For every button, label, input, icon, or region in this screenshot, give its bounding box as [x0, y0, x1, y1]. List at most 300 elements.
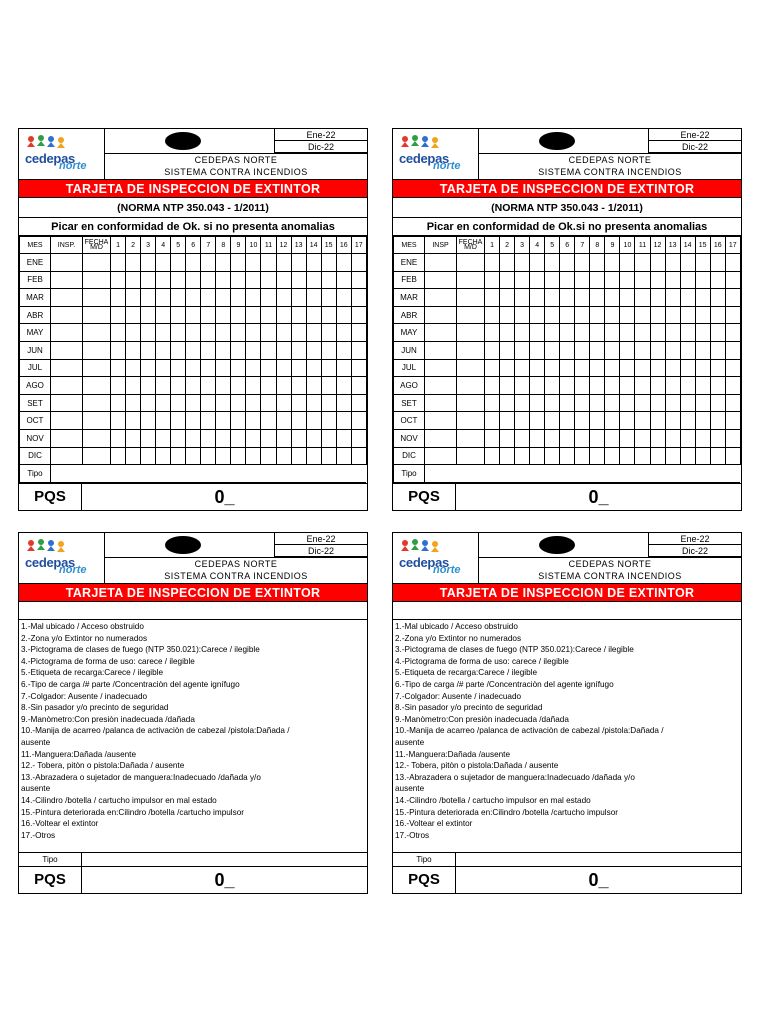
check-cell[interactable] [336, 306, 351, 324]
check-cell[interactable] [530, 254, 545, 272]
check-cell[interactable] [545, 359, 560, 377]
check-cell[interactable] [485, 412, 500, 430]
check-cell[interactable] [126, 289, 141, 307]
insp-cell[interactable] [425, 341, 457, 359]
check-cell[interactable] [695, 377, 710, 395]
check-cell[interactable] [590, 447, 605, 465]
check-cell[interactable] [216, 394, 231, 412]
check-cell[interactable] [351, 289, 366, 307]
check-cell[interactable] [351, 412, 366, 430]
insp-cell[interactable] [425, 289, 457, 307]
check-cell[interactable] [620, 447, 635, 465]
check-cell[interactable] [650, 254, 665, 272]
check-cell[interactable] [246, 412, 261, 430]
check-cell[interactable] [545, 324, 560, 342]
check-cell[interactable] [575, 359, 590, 377]
check-cell[interactable] [710, 254, 725, 272]
check-cell[interactable] [261, 394, 276, 412]
check-cell[interactable] [650, 429, 665, 447]
check-cell[interactable] [186, 271, 201, 289]
check-cell[interactable] [126, 254, 141, 272]
check-cell[interactable] [665, 306, 680, 324]
check-cell[interactable] [126, 377, 141, 395]
check-cell[interactable] [186, 254, 201, 272]
check-cell[interactable] [291, 394, 306, 412]
check-cell[interactable] [560, 429, 575, 447]
check-cell[interactable] [695, 271, 710, 289]
check-cell[interactable] [171, 324, 186, 342]
check-cell[interactable] [321, 377, 336, 395]
check-cell[interactable] [500, 377, 515, 395]
check-cell[interactable] [246, 394, 261, 412]
check-cell[interactable] [575, 447, 590, 465]
check-cell[interactable] [141, 412, 156, 430]
check-cell[interactable] [635, 271, 650, 289]
check-cell[interactable] [141, 271, 156, 289]
check-cell[interactable] [500, 429, 515, 447]
check-cell[interactable] [560, 289, 575, 307]
check-cell[interactable] [201, 254, 216, 272]
check-cell[interactable] [635, 341, 650, 359]
pqs-value[interactable]: 0_ [588, 870, 609, 890]
check-cell[interactable] [500, 447, 515, 465]
check-cell[interactable] [560, 359, 575, 377]
check-cell[interactable] [231, 271, 246, 289]
fecha-cell[interactable] [457, 377, 485, 395]
check-cell[interactable] [695, 289, 710, 307]
check-cell[interactable] [156, 447, 171, 465]
fecha-cell[interactable] [83, 271, 111, 289]
fecha-cell[interactable] [457, 271, 485, 289]
insp-cell[interactable] [51, 412, 83, 430]
check-cell[interactable] [515, 254, 530, 272]
check-cell[interactable] [126, 394, 141, 412]
check-cell[interactable] [725, 412, 740, 430]
check-cell[interactable] [635, 447, 650, 465]
check-cell[interactable] [485, 377, 500, 395]
check-cell[interactable] [710, 429, 725, 447]
check-cell[interactable] [351, 341, 366, 359]
check-cell[interactable] [291, 271, 306, 289]
check-cell[interactable] [306, 324, 321, 342]
check-cell[interactable] [560, 341, 575, 359]
check-cell[interactable] [171, 289, 186, 307]
check-cell[interactable] [665, 412, 680, 430]
check-cell[interactable] [336, 341, 351, 359]
check-cell[interactable] [276, 254, 291, 272]
check-cell[interactable] [201, 447, 216, 465]
check-cell[interactable] [695, 412, 710, 430]
check-cell[interactable] [111, 359, 126, 377]
check-cell[interactable] [575, 429, 590, 447]
check-cell[interactable] [515, 447, 530, 465]
check-cell[interactable] [500, 341, 515, 359]
check-cell[interactable] [306, 447, 321, 465]
check-cell[interactable] [545, 412, 560, 430]
check-cell[interactable] [291, 429, 306, 447]
check-cell[interactable] [261, 254, 276, 272]
insp-cell[interactable] [51, 289, 83, 307]
check-cell[interactable] [321, 341, 336, 359]
check-cell[interactable] [665, 271, 680, 289]
check-cell[interactable] [216, 306, 231, 324]
check-cell[interactable] [171, 341, 186, 359]
check-cell[interactable] [590, 306, 605, 324]
check-cell[interactable] [635, 429, 650, 447]
check-cell[interactable] [530, 394, 545, 412]
check-cell[interactable] [246, 341, 261, 359]
check-cell[interactable] [231, 289, 246, 307]
check-cell[interactable] [530, 359, 545, 377]
check-cell[interactable] [530, 429, 545, 447]
check-cell[interactable] [291, 324, 306, 342]
check-cell[interactable] [605, 412, 620, 430]
check-cell[interactable] [201, 412, 216, 430]
insp-cell[interactable] [425, 429, 457, 447]
check-cell[interactable] [171, 429, 186, 447]
check-cell[interactable] [575, 306, 590, 324]
check-cell[interactable] [246, 377, 261, 395]
check-cell[interactable] [111, 341, 126, 359]
check-cell[interactable] [605, 341, 620, 359]
check-cell[interactable] [336, 429, 351, 447]
check-cell[interactable] [156, 377, 171, 395]
fecha-cell[interactable] [83, 324, 111, 342]
check-cell[interactable] [530, 412, 545, 430]
check-cell[interactable] [590, 359, 605, 377]
check-cell[interactable] [485, 289, 500, 307]
check-cell[interactable] [336, 271, 351, 289]
fecha-cell[interactable] [83, 412, 111, 430]
check-cell[interactable] [485, 429, 500, 447]
check-cell[interactable] [680, 289, 695, 307]
check-cell[interactable] [156, 254, 171, 272]
insp-cell[interactable] [51, 306, 83, 324]
check-cell[interactable] [485, 447, 500, 465]
check-cell[interactable] [261, 271, 276, 289]
check-cell[interactable] [485, 254, 500, 272]
check-cell[interactable] [545, 394, 560, 412]
check-cell[interactable] [680, 394, 695, 412]
check-cell[interactable] [680, 324, 695, 342]
check-cell[interactable] [665, 289, 680, 307]
check-cell[interactable] [231, 447, 246, 465]
check-cell[interactable] [141, 254, 156, 272]
insp-cell[interactable] [425, 306, 457, 324]
check-cell[interactable] [515, 377, 530, 395]
check-cell[interactable] [186, 341, 201, 359]
check-cell[interactable] [306, 377, 321, 395]
check-cell[interactable] [201, 394, 216, 412]
check-cell[interactable] [276, 271, 291, 289]
check-cell[interactable] [231, 377, 246, 395]
fecha-cell[interactable] [457, 306, 485, 324]
fecha-cell[interactable] [457, 429, 485, 447]
check-cell[interactable] [680, 412, 695, 430]
check-cell[interactable] [695, 429, 710, 447]
check-cell[interactable] [201, 359, 216, 377]
check-cell[interactable] [336, 254, 351, 272]
check-cell[interactable] [216, 377, 231, 395]
fecha-cell[interactable] [83, 429, 111, 447]
check-cell[interactable] [515, 306, 530, 324]
check-cell[interactable] [141, 394, 156, 412]
check-cell[interactable] [141, 359, 156, 377]
check-cell[interactable] [171, 254, 186, 272]
check-cell[interactable] [665, 447, 680, 465]
insp-cell[interactable] [51, 377, 83, 395]
check-cell[interactable] [321, 429, 336, 447]
check-cell[interactable] [560, 271, 575, 289]
check-cell[interactable] [216, 412, 231, 430]
check-cell[interactable] [665, 429, 680, 447]
check-cell[interactable] [126, 306, 141, 324]
check-cell[interactable] [545, 341, 560, 359]
check-cell[interactable] [545, 447, 560, 465]
check-cell[interactable] [650, 271, 665, 289]
check-cell[interactable] [710, 394, 725, 412]
check-cell[interactable] [336, 289, 351, 307]
check-cell[interactable] [261, 447, 276, 465]
check-cell[interactable] [650, 289, 665, 307]
check-cell[interactable] [575, 254, 590, 272]
check-cell[interactable] [126, 429, 141, 447]
check-cell[interactable] [231, 341, 246, 359]
check-cell[interactable] [710, 359, 725, 377]
check-cell[interactable] [695, 254, 710, 272]
check-cell[interactable] [605, 447, 620, 465]
fecha-cell[interactable] [457, 324, 485, 342]
check-cell[interactable] [530, 341, 545, 359]
check-cell[interactable] [171, 306, 186, 324]
check-cell[interactable] [515, 341, 530, 359]
check-cell[interactable] [186, 412, 201, 430]
check-cell[interactable] [605, 429, 620, 447]
check-cell[interactable] [500, 289, 515, 307]
check-cell[interactable] [321, 394, 336, 412]
check-cell[interactable] [725, 394, 740, 412]
check-cell[interactable] [620, 324, 635, 342]
check-cell[interactable] [111, 394, 126, 412]
check-cell[interactable] [485, 306, 500, 324]
check-cell[interactable] [575, 394, 590, 412]
check-cell[interactable] [725, 289, 740, 307]
check-cell[interactable] [680, 359, 695, 377]
check-cell[interactable] [605, 306, 620, 324]
check-cell[interactable] [156, 289, 171, 307]
check-cell[interactable] [500, 359, 515, 377]
check-cell[interactable] [216, 324, 231, 342]
check-cell[interactable] [306, 289, 321, 307]
check-cell[interactable] [635, 377, 650, 395]
fecha-cell[interactable] [457, 289, 485, 307]
check-cell[interactable] [306, 306, 321, 324]
check-cell[interactable] [650, 412, 665, 430]
fecha-cell[interactable] [83, 377, 111, 395]
insp-cell[interactable] [51, 447, 83, 465]
check-cell[interactable] [351, 394, 366, 412]
check-cell[interactable] [485, 394, 500, 412]
pqs-value[interactable]: 0_ [214, 487, 235, 507]
check-cell[interactable] [530, 377, 545, 395]
check-cell[interactable] [276, 289, 291, 307]
check-cell[interactable] [246, 306, 261, 324]
check-cell[interactable] [321, 271, 336, 289]
check-cell[interactable] [620, 271, 635, 289]
check-cell[interactable] [530, 289, 545, 307]
check-cell[interactable] [201, 341, 216, 359]
check-cell[interactable] [246, 359, 261, 377]
fecha-cell[interactable] [457, 447, 485, 465]
check-cell[interactable] [620, 306, 635, 324]
check-cell[interactable] [156, 359, 171, 377]
check-cell[interactable] [650, 447, 665, 465]
insp-cell[interactable] [425, 447, 457, 465]
check-cell[interactable] [261, 412, 276, 430]
check-cell[interactable] [216, 341, 231, 359]
check-cell[interactable] [680, 341, 695, 359]
check-cell[interactable] [246, 271, 261, 289]
check-cell[interactable] [695, 394, 710, 412]
check-cell[interactable] [291, 377, 306, 395]
check-cell[interactable] [111, 377, 126, 395]
check-cell[interactable] [605, 254, 620, 272]
check-cell[interactable] [590, 341, 605, 359]
check-cell[interactable] [276, 306, 291, 324]
check-cell[interactable] [291, 254, 306, 272]
check-cell[interactable] [291, 341, 306, 359]
check-cell[interactable] [201, 377, 216, 395]
check-cell[interactable] [635, 359, 650, 377]
check-cell[interactable] [126, 341, 141, 359]
check-cell[interactable] [650, 341, 665, 359]
check-cell[interactable] [485, 324, 500, 342]
check-cell[interactable] [515, 412, 530, 430]
insp-cell[interactable] [51, 341, 83, 359]
check-cell[interactable] [530, 271, 545, 289]
check-cell[interactable] [336, 324, 351, 342]
check-cell[interactable] [500, 271, 515, 289]
fecha-cell[interactable] [83, 306, 111, 324]
check-cell[interactable] [560, 377, 575, 395]
check-cell[interactable] [261, 359, 276, 377]
check-cell[interactable] [156, 341, 171, 359]
check-cell[interactable] [186, 394, 201, 412]
insp-cell[interactable] [51, 324, 83, 342]
check-cell[interactable] [590, 254, 605, 272]
check-cell[interactable] [680, 429, 695, 447]
check-cell[interactable] [710, 306, 725, 324]
check-cell[interactable] [635, 254, 650, 272]
check-cell[interactable] [545, 254, 560, 272]
check-cell[interactable] [141, 324, 156, 342]
check-cell[interactable] [530, 447, 545, 465]
check-cell[interactable] [695, 324, 710, 342]
check-cell[interactable] [216, 254, 231, 272]
check-cell[interactable] [515, 324, 530, 342]
check-cell[interactable] [321, 324, 336, 342]
check-cell[interactable] [650, 394, 665, 412]
check-cell[interactable] [111, 447, 126, 465]
check-cell[interactable] [306, 359, 321, 377]
fecha-cell[interactable] [83, 289, 111, 307]
insp-cell[interactable] [51, 429, 83, 447]
check-cell[interactable] [126, 412, 141, 430]
check-cell[interactable] [216, 289, 231, 307]
insp-cell[interactable] [51, 271, 83, 289]
check-cell[interactable] [186, 359, 201, 377]
check-cell[interactable] [126, 359, 141, 377]
check-cell[interactable] [545, 271, 560, 289]
check-cell[interactable] [276, 394, 291, 412]
check-cell[interactable] [261, 377, 276, 395]
check-cell[interactable] [590, 289, 605, 307]
check-cell[interactable] [306, 412, 321, 430]
check-cell[interactable] [291, 447, 306, 465]
check-cell[interactable] [710, 377, 725, 395]
check-cell[interactable] [665, 394, 680, 412]
check-cell[interactable] [156, 412, 171, 430]
check-cell[interactable] [186, 289, 201, 307]
check-cell[interactable] [261, 429, 276, 447]
check-cell[interactable] [725, 254, 740, 272]
check-cell[interactable] [545, 306, 560, 324]
check-cell[interactable] [246, 254, 261, 272]
check-cell[interactable] [246, 429, 261, 447]
check-cell[interactable] [635, 324, 650, 342]
tipo-cell[interactable] [425, 465, 741, 483]
check-cell[interactable] [515, 271, 530, 289]
check-cell[interactable] [141, 447, 156, 465]
check-cell[interactable] [620, 412, 635, 430]
check-cell[interactable] [545, 289, 560, 307]
check-cell[interactable] [351, 377, 366, 395]
check-cell[interactable] [575, 289, 590, 307]
check-cell[interactable] [111, 429, 126, 447]
check-cell[interactable] [246, 289, 261, 307]
check-cell[interactable] [156, 271, 171, 289]
check-cell[interactable] [620, 394, 635, 412]
check-cell[interactable] [710, 447, 725, 465]
check-cell[interactable] [276, 447, 291, 465]
check-cell[interactable] [351, 359, 366, 377]
check-cell[interactable] [590, 324, 605, 342]
fecha-cell[interactable] [83, 341, 111, 359]
check-cell[interactable] [171, 359, 186, 377]
check-cell[interactable] [216, 447, 231, 465]
check-cell[interactable] [306, 254, 321, 272]
check-cell[interactable] [336, 394, 351, 412]
check-cell[interactable] [605, 289, 620, 307]
check-cell[interactable] [321, 254, 336, 272]
check-cell[interactable] [216, 429, 231, 447]
check-cell[interactable] [590, 271, 605, 289]
check-cell[interactable] [650, 377, 665, 395]
check-cell[interactable] [261, 341, 276, 359]
check-cell[interactable] [695, 306, 710, 324]
check-cell[interactable] [291, 289, 306, 307]
check-cell[interactable] [560, 412, 575, 430]
check-cell[interactable] [725, 359, 740, 377]
check-cell[interactable] [321, 412, 336, 430]
fecha-cell[interactable] [457, 341, 485, 359]
check-cell[interactable] [321, 306, 336, 324]
insp-cell[interactable] [425, 324, 457, 342]
check-cell[interactable] [545, 377, 560, 395]
check-cell[interactable] [171, 271, 186, 289]
check-cell[interactable] [620, 359, 635, 377]
pqs-value[interactable]: 0_ [214, 870, 235, 890]
